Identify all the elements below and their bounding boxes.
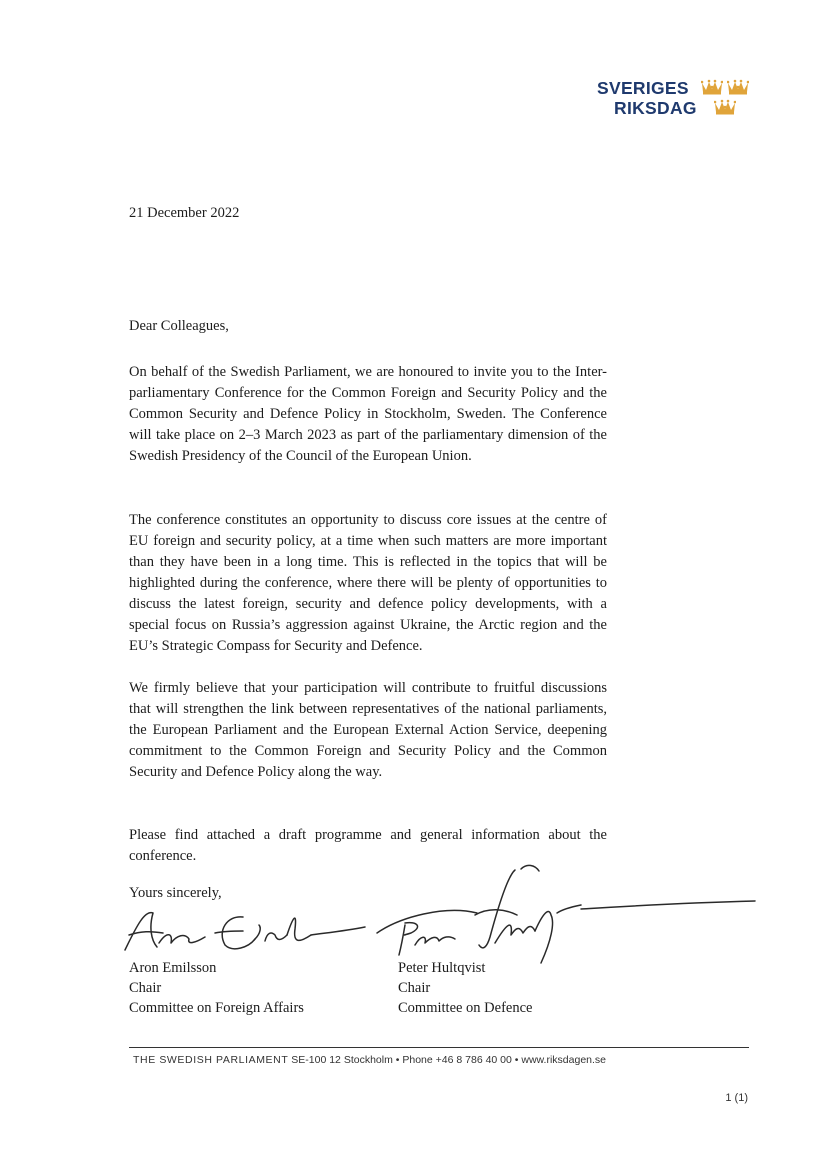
footer xyxy=(133,1054,606,1066)
footer-separator: • xyxy=(395,1054,400,1066)
signer-peter-hultqvist xyxy=(398,958,532,1018)
signer-name: Peter Hultqvist xyxy=(398,960,486,976)
crown-icon xyxy=(727,78,749,95)
signer-name: Aron Emilsson xyxy=(129,960,217,976)
letter-date: 21 December 2022 xyxy=(129,205,240,221)
crown-icon xyxy=(714,98,736,115)
paragraph-participation: We firmly believe that your participation will contribute to fruitful discussions that will strengthen the link between representatives of the national parliaments, the European Parliament and the European External Action Service, deepening commitment to the Common Foreign and Security Policy and the Common Security and Defence Policy along the way. xyxy=(129,680,607,780)
signer-title: Chair xyxy=(129,980,162,996)
footer-phone: Phone +46 8 786 40 00 xyxy=(402,1054,512,1066)
crown-icon xyxy=(701,78,723,95)
signer-aron-emilsson xyxy=(129,958,304,1018)
footer-organization: THE SWEDISH PARLIAMENT xyxy=(133,1054,289,1066)
footer-address: SE-100 12 Stockholm xyxy=(291,1054,393,1066)
handwritten-signatures xyxy=(115,855,785,975)
salutation: Dear Colleagues, xyxy=(129,318,229,334)
signer-committee: Committee on Defence xyxy=(398,1000,533,1016)
closing: Yours sincerely, xyxy=(129,885,222,901)
footer-website: www.riksdagen.se xyxy=(521,1054,607,1066)
paragraph-conference-topics: The conference constitutes an opportunity to discuss core issues at the centre of EU foreign and security policy, at a time when such matters are more important than they have been in a long time. This is reflected in the topics that will be highlighted during the conference, where there will be plenty of opportunities to discuss the latest foreign, security and defence policy developments, with a special focus on Russia’s aggression against Ukraine, the Arctic region and the EU’s Strategic Compass for Security and Defence. xyxy=(129,512,607,654)
signer-committee: Committee on Foreign Affairs xyxy=(129,1000,304,1016)
paragraph-attachments: Please find attached a draft programme and general information about the conference. xyxy=(129,827,607,864)
logo-text-sveriges: SVERIGES xyxy=(597,78,689,98)
footer-separator: • xyxy=(514,1054,519,1066)
logo-text-riksdag: RIKSDAG xyxy=(614,98,697,118)
signer-title: Chair xyxy=(398,980,431,996)
paragraph-invitation: On behalf of the Swedish Parliament, we are honoured to invite you to the Inter-parliamentary Conference for the Common Foreign and Security Policy and the Common Security and Defence Policy in Stockholm, Sweden. The Conference will take place on 2–3 March 2023 as part of the parliamentary dimension of the Swedish Presidency of the Council of the European Union. xyxy=(129,364,607,464)
riksdag-logo xyxy=(597,76,757,120)
footer-divider xyxy=(129,1047,749,1048)
page-number: 1 (1) xyxy=(725,1092,748,1104)
